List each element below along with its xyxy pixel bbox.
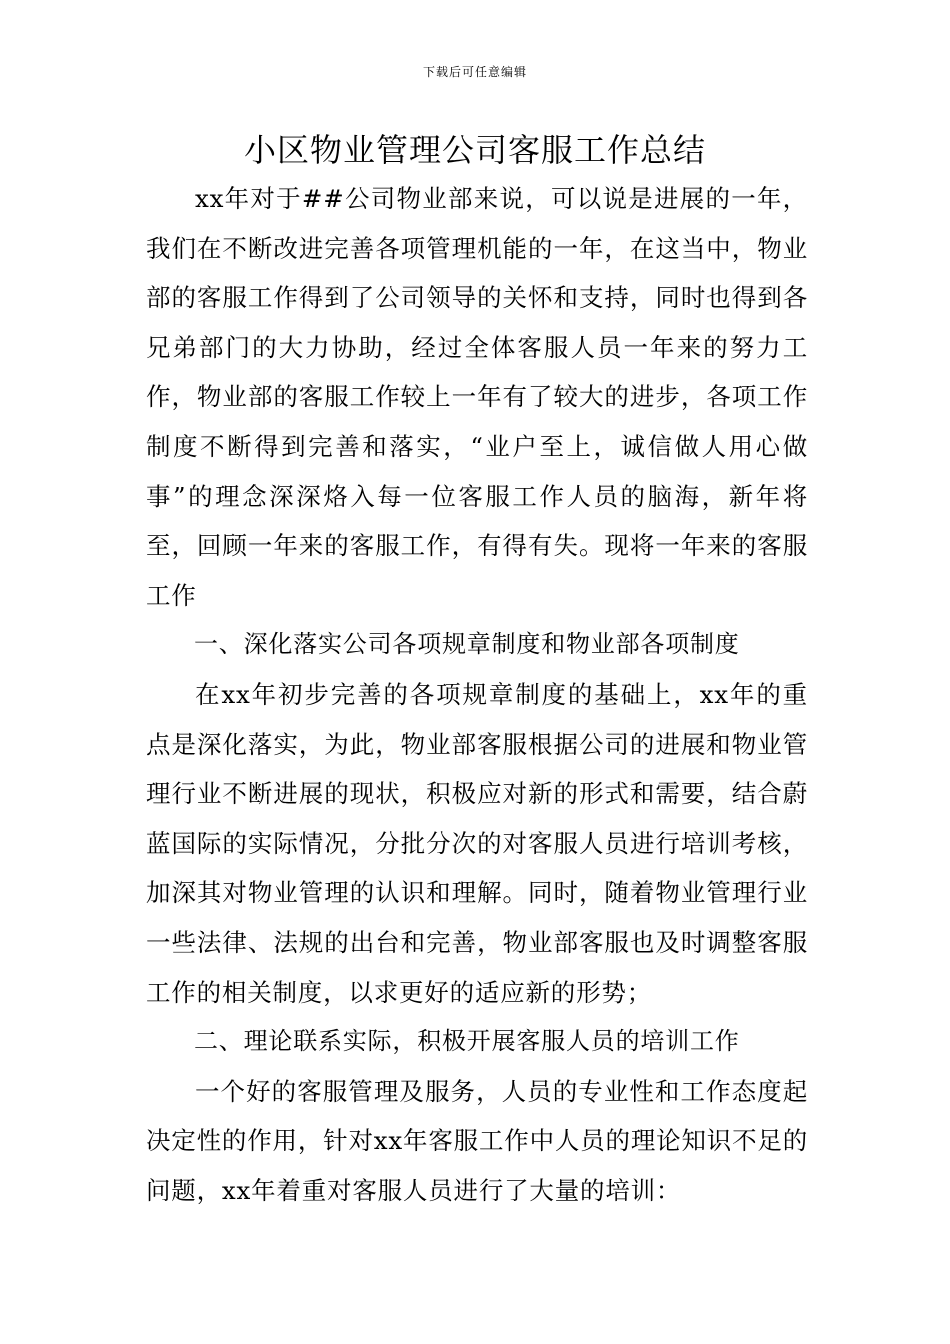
paragraph-section-1: 在xx年初步完善的各项规章制度的基础上，xx年的重点是深化落实，为此，物业部客服根据公司的进展和物业管理行业不断进展的现状，积极应对新的形式和需要，结合蔚蓝国际的实际情况，分批分次的对客服人员进行培训考核，加深其对物业管理的认识和理解。同时，随着物业管理行业一些法律、法规的出台和完善，物业部客服也及时调整客服工作的相关制度，以求更好的适应新的形势；: [146, 679, 808, 1007]
section-heading-2: 二、理论联系实际，积极开展客服人员的培训工作: [194, 1027, 740, 1056]
section-heading-1: 一、深化落实公司各项规章制度和物业部各项制度: [194, 630, 740, 659]
document-body: [146, 174, 808, 1215]
paragraph-intro: xx年对于##公司物业部来说，可以说是进展的一年，我们在不断改进完善各项管理机能的一年，在这当中，物业部的客服工作得到了公司领导的关怀和支持，同时也得到各兄弟部门的大力协助，经过全体客服人员一年来的努力工作，物业部的客服工作较上一年有了较大的进步，各项工作制度不断得到完善和落实，“业户至上，诚信做人用心做事”的理念深深烙入每一位客服工作人员的脑海，新年将至，回顾一年来的客服工作，有得有失。现将一年来的客服工作: [146, 184, 808, 610]
paragraph-section-2: 一个好的客服管理及服务，人员的专业性和工作态度起决定性的作用，针对xx年客服工作中人员的理论知识不足的问题，xx年着重对客服人员进行了大量的培训：: [146, 1076, 808, 1205]
document-title: 小区物业管理公司客服工作总结: [243, 131, 706, 169]
header-note: 下载后可任意编辑: [422, 65, 527, 79]
